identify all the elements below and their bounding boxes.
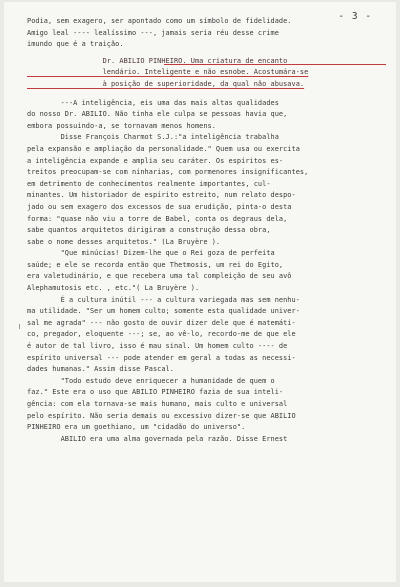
text-line: minantes. Um historiador de espírito estreito, num relato despo- — [27, 191, 296, 200]
text-line: treitos preocupam-se com ninharias, com pormenores insignificantes, — [27, 168, 309, 177]
text-line: lendário. Inteligente e não esnobe. Acostumára-se — [27, 68, 309, 77]
text-line: pelo espírito. Não seria demais ou excessivo dizer-se que ABILIO — [27, 411, 296, 420]
text-line: "Que minúcias! Dizem-lhe que o Rei goza de perfeita — [27, 249, 275, 258]
text-line: Disse François Charmot S.J.:"a inteligência trabalha — [27, 133, 279, 142]
text-line: Amigo leal ---- lealíssimo ---, jamais seria réu desse crime — [27, 28, 279, 37]
text-line: gência: com ela tornava-se mais humano, mais culto e universal — [27, 400, 288, 408]
text-line: "Todo estudo deve enriquecer a humanidade de quem o — [27, 376, 275, 385]
page-number: - 3 - — [338, 11, 372, 22]
text-line: co, pregador, eloquente ---; se, ao vê-lo, recordo-me de que ele — [27, 330, 296, 339]
text-line: É a cultura inútil --- a cultura variegada mas sem nenhu- — [27, 295, 300, 304]
text-line: dades humanas." Assim disse Pascal. — [27, 365, 174, 374]
text-line: pela expansão e ampliação da personalidade." Quem usa ou exercita — [27, 144, 300, 153]
margin-mark — [19, 324, 23, 329]
text-line: Dr. ABILIO PINHEIRO. Uma criatura de encanto — [27, 56, 288, 65]
text-line: Alephamutosis etc. , etc."( La Bruyère ). — [27, 284, 200, 293]
text-line: sabe quantos arquitetos dirigiram a construção dessa obra, — [27, 226, 271, 235]
text-line: à posição de superioridade, da qual não abusava. — [27, 79, 305, 88]
text-line: forma: "quase não viu a torre de Babel, conta os degraus dela, — [27, 214, 288, 223]
text-line: faz." Este era o uso que ABILIO PINHEIRO fazia de sua inteli- — [27, 388, 284, 397]
text-line: espírito universal --- pode atender em geral a todas as necessi- — [27, 353, 296, 362]
text-line: PINHEIRO era um goethiano, um "cidadão do universo". — [27, 423, 246, 432]
text-line: ABILIO era uma alma governada pela razão. Disse Ernest — [27, 434, 288, 443]
text-line: imundo que é a traição. — [27, 40, 124, 49]
text-line: Podia, sem exagero, ser apontado como um símbolo de fidelidade. — [27, 17, 292, 25]
text-line: embora possuindo-a, se tornavam menos homens. — [27, 121, 216, 130]
text-line: a inteligência expande e amplia seu caráter. Os espíritos es- — [27, 156, 284, 165]
text-line: ma utilidade. "Ser um homem culto; somente esta qualidade univer- — [27, 307, 300, 316]
text-line: sal me agrada" --- não gosto de ouvir dizer dele que é matemáti- — [27, 318, 296, 327]
typed-text-body — [27, 16, 387, 445]
text-line: é autor de tal livro, isso é mau sinal. Um homem culto ---- de — [27, 342, 288, 351]
document-page — [4, 2, 396, 582]
text-line: ---A inteligência, eis uma das mais altas qualidades — [27, 98, 279, 107]
text-line: do nosso Dr. ABILIO. Não tinha ele culpa se pessoas havia que, — [27, 110, 288, 119]
text-line — [27, 91, 387, 98]
text-line: jado ou sem exagero dos excessos de sua erudição, pinta-o desta — [27, 202, 292, 211]
text-line: era valetudinário, e que recebera uma tal compleição de seu avô — [27, 272, 292, 281]
text-line: em detrimento de conhecimentos realmente importantes, cul- — [27, 179, 271, 188]
text-line: sabe o nome desses arquitetos." (La Bruyère ). — [27, 237, 221, 246]
text-line: saúde; e ele se recorda então que Thetmosis, um rei do Egito, — [27, 260, 284, 269]
